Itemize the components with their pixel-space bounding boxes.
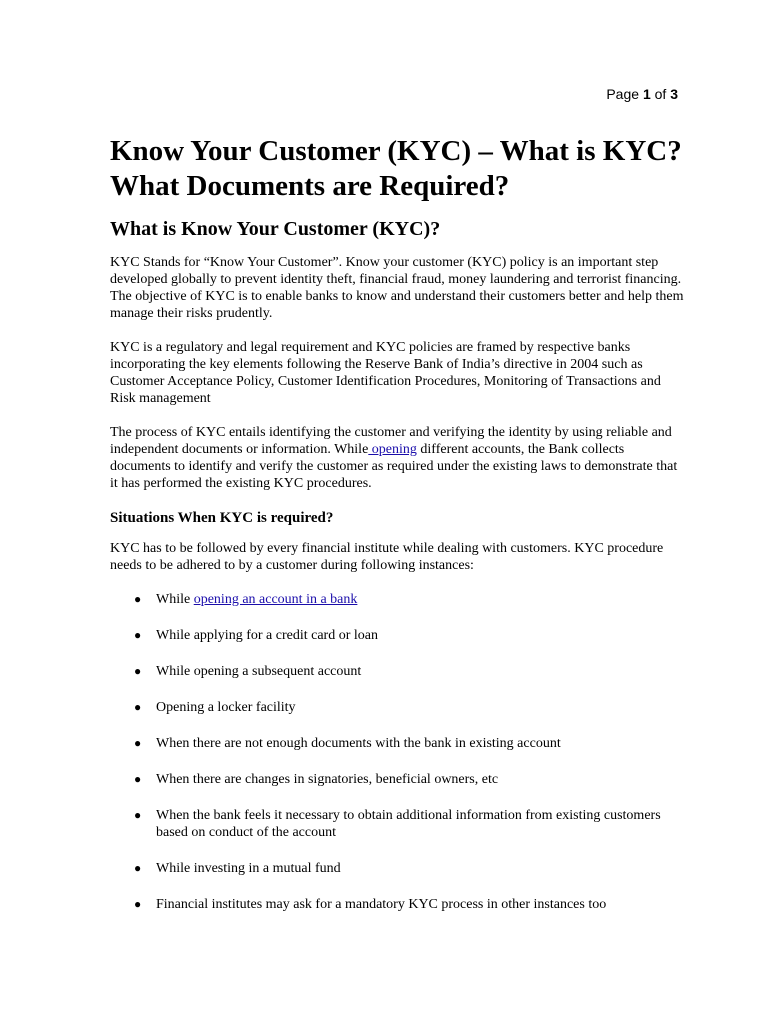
bullet-icon: ● (134, 628, 142, 642)
paragraph-kyc-process (110, 424, 685, 492)
paragraph-kyc-process-text-before: The process of KYC entails identifying the customer and verifying the identity by using reliable and independent documents or information. While (110, 425, 672, 457)
paragraph-kyc-definition: KYC Stands for “Know Your Customer”. Know your customer (KYC) policy is an important step developed globally to prevent identity theft, financial fraud, money laundering and terrorist financing. The objective of KYC is to enable banks to know and understand their customers better and help them manage their risks prudently. (110, 255, 684, 321)
opening-account-link[interactable]: opening an account in a bank (193, 592, 358, 607)
page-counter-prefix: Page (606, 86, 640, 102)
list-item (110, 860, 685, 877)
paragraph-situations-intro: KYC has to be followed by every financial institute while dealing with customers. KYC procedure needs to be adhered to by a customer during following instances: (110, 541, 664, 573)
situations-bullet-list (110, 591, 685, 913)
list-item-text: When the bank feels it necessary to obtain additional information from existing customers based on conduct of the account (156, 808, 661, 840)
bullet-icon: ● (134, 664, 142, 678)
page-counter-separator: of (654, 86, 667, 102)
list-item (110, 699, 685, 716)
list-item (110, 627, 685, 644)
list-item-text: When there are changes in signatories, beneficial owners, etc (156, 772, 499, 787)
list-item-text: While (156, 592, 194, 607)
list-item (110, 735, 685, 752)
list-item (110, 663, 685, 680)
opening-link[interactable]: opening (368, 442, 417, 457)
list-item-text: Opening a locker facility (156, 700, 296, 715)
list-item (110, 591, 685, 608)
section-heading-what-is-kyc: What is Know Your Customer (KYC)? (110, 218, 441, 240)
bullet-icon: ● (134, 592, 142, 606)
section-heading-situations: Situations When KYC is required? (110, 510, 334, 526)
bullet-icon: ● (134, 861, 142, 875)
paragraph-kyc-process-text-after: different accounts, the Bank collects documents to identify and verify the customer as required under the existing laws to demonstrate that it has performed the existing KYC procedures. (110, 442, 678, 491)
list-item (110, 771, 685, 788)
bullet-icon: ● (134, 736, 142, 750)
list-item-text: While applying for a credit card or loan (156, 628, 378, 643)
list-item-text: While investing in a mutual fund (156, 861, 341, 876)
bullet-icon: ● (134, 700, 142, 714)
document-title: Know Your Customer (KYC) – What is KYC? What Documents are Required? (110, 135, 682, 202)
bullet-icon: ● (134, 897, 142, 911)
page-current-number: 1 (642, 86, 651, 102)
bullet-icon: ● (134, 772, 142, 786)
list-item-text: Financial institutes may ask for a mandatory KYC process in other instances too (156, 897, 607, 912)
page-counter (606, 86, 678, 102)
page-total-number: 3 (670, 86, 678, 102)
list-item (110, 807, 685, 841)
list-item-text: When there are not enough documents with the bank in existing account (156, 736, 561, 751)
paragraph-kyc-regulatory: KYC is a regulatory and legal requirement and KYC policies are framed by respective banks incorporating the key elements following the Reserve Bank of India’s directive in 2004 such as Customer Acceptance Policy, Customer Identification Procedures, Monitoring of Transactions and Risk management (110, 340, 661, 406)
bullet-icon: ● (134, 808, 142, 822)
document-body (110, 134, 685, 932)
list-item-text: While opening a subsequent account (156, 664, 362, 679)
list-item (110, 896, 685, 913)
